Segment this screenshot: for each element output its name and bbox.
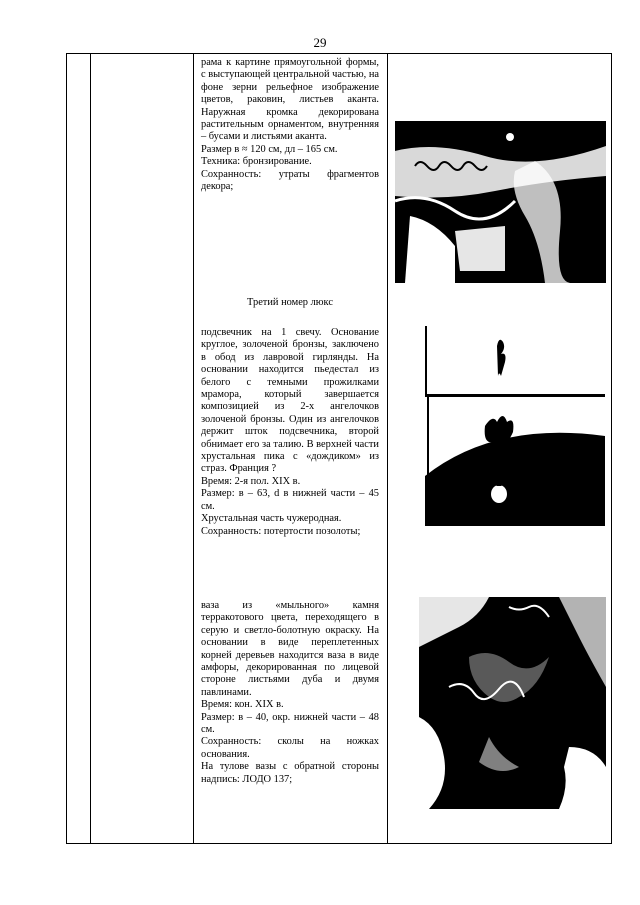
- candlestick-description: подсвечник на 1 свечу. Основание круглое, золоченой бронзы, заключено в обод из лавровой гирлянды. На основании находится пьедестал из белого с темными прожилками мрамора, который завершается композицией из 2-х ангелочков золоченой бронзы. Один из ангелочков держит шток подсвечника, второй обнимает его за талию. В верхней части хрустальная пика с «дождиком» из страз. Франция ?: [201, 327, 379, 475]
- section-title: Третий номер люкс: [247, 297, 333, 308]
- vase-description: ваза из «мыльного» камня терракотового цвета, переходящего в серую и светло-болотную окраску. На основании в виде переплетенных корней деревьев находится ваза в виде амфоры, декорированная по лицевой стороне листьями дуба и двумя павлинами.: [201, 600, 379, 698]
- candlestick-size: Размер: в – 63, d в нижней части – 45 см.: [201, 488, 379, 512]
- frame-size: Размер в ≈ 120 см, дл – 165 см.: [201, 143, 338, 155]
- vase-condition: Сохранность: сколы на ножках основания.: [201, 736, 379, 760]
- vase-size: Размер: в – 40, окр. нижней части – 48 см.: [201, 711, 379, 736]
- page-number: 29: [313, 35, 327, 50]
- table-top-border: [66, 53, 612, 54]
- table-left-border: [66, 53, 67, 844]
- vase-inscription: На тулове вазы с обратной стороны надпись: ЛОДО 137;: [201, 761, 379, 785]
- vase-entry-text: [201, 600, 379, 786]
- candlestick-photo: [425, 326, 605, 526]
- candlestick-entry-text: [201, 327, 379, 538]
- frame-technique: Техника: бронзирование.: [201, 156, 312, 168]
- frame-photo: [395, 121, 606, 283]
- table-column-divider-2: [193, 53, 194, 844]
- table-right-border: [611, 53, 612, 844]
- table-column-divider-1: [90, 53, 91, 844]
- frame-description: рама к картине прямоугольной формы, с выступающей центральной частью, на фоне зерни рельефное изображение цветов, раковин, листьев аканта. Наружная кромка декорирована растительным орнаментом, внутренняя – бусами и листьями аканта.: [201, 57, 380, 143]
- candlestick-condition: Сохранность: потертости позолоты;: [201, 525, 361, 537]
- frame-condition: Сохранность: утраты фрагментов декора;: [201, 168, 379, 193]
- vase-time: Время: кон. XIX в.: [201, 699, 284, 711]
- candlestick-time: Время: 2-я пол. XIX в.: [201, 475, 301, 487]
- table-bottom-border: [66, 843, 612, 844]
- table-column-divider-3: [387, 53, 388, 844]
- frame-entry-text: [201, 57, 379, 193]
- candlestick-note: Хрустальная часть чужеродная.: [201, 513, 342, 525]
- vase-photo: [419, 597, 606, 809]
